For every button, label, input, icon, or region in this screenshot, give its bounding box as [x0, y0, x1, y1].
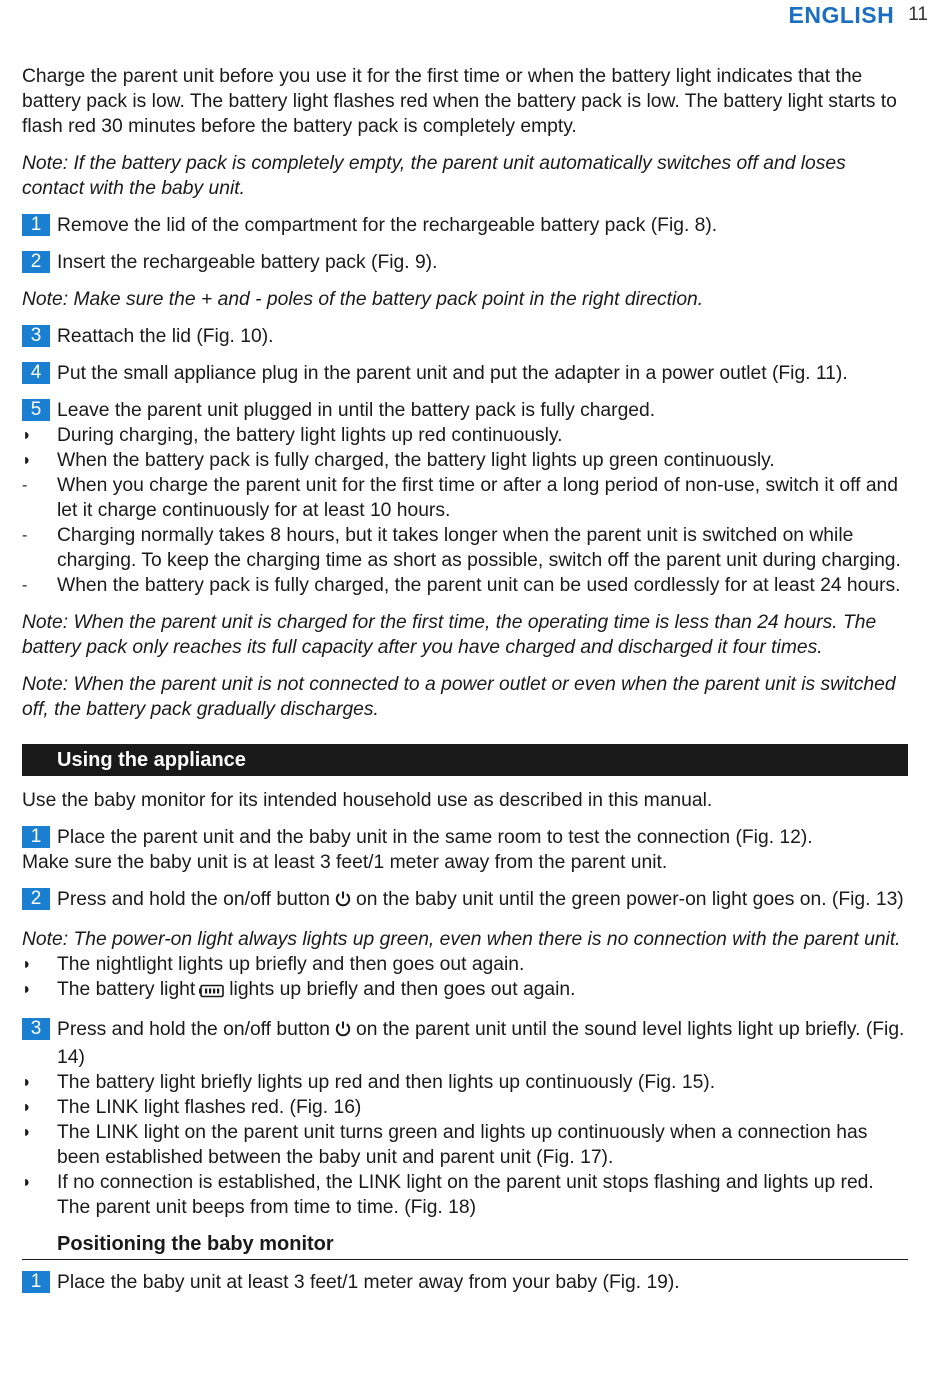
dash-marker-icon: - [22, 577, 28, 594]
step-number: 2 [22, 888, 50, 910]
step-number: 1 [22, 826, 50, 848]
list-item: ◗ The battery light briefly lights up red and then lights up continuously (Fig. 15). [22, 1072, 716, 1093]
step-number: 3 [22, 1018, 50, 1040]
note-power-on-light: Note: The power-on light always lights up green, even when there is no connection with the parent unit. [22, 929, 901, 950]
list-item: ◗ When the battery pack is fully charged, the battery light lights up green continuously. [22, 450, 775, 471]
using-intro: Use the baby monitor for its intended household use as described in this manual. [22, 790, 713, 811]
list-item: ◗ The battery light lights up briefly and then goes out again. [22, 977, 908, 1005]
section-heading-using: Using the appliance [22, 744, 908, 776]
bullet-marker-icon: ◗ [22, 1099, 32, 1116]
list-item: ◗ During charging, the battery light lights up red continuously. [22, 425, 563, 446]
language-label: ENGLISH [788, 1, 895, 28]
step-text: Place the parent unit and the baby unit in the same room to test the connection (Fig. 12). [57, 827, 813, 848]
list-item: - When the battery pack is fully charged, the parent unit can be used cordlessly for at least 24 hours. [22, 575, 901, 596]
page-header [789, 0, 928, 30]
step-text: Press and hold the on/off button on the baby unit until the green power-on light goes on. (Fig. 13) [57, 887, 908, 915]
note-poles: Note: Make sure the + and - poles of the battery pack point in the right direction. [22, 289, 704, 310]
bullet-marker-icon: ◗ [22, 981, 32, 998]
power-icon [334, 890, 352, 915]
list-item: ◗ The LINK light flashes red. (Fig. 16) [22, 1097, 362, 1118]
using-step-3 [22, 1017, 908, 1070]
charging-step-5 [22, 398, 908, 423]
bullet-marker-icon: ◗ [22, 452, 32, 469]
step-number: 3 [22, 325, 50, 347]
step-number: 2 [22, 251, 50, 273]
charging-intro: Charge the parent unit before you use it for the first time or when the battery light indicates that the battery pack is low. The battery light flashes red when the battery pack is low. The battery light starts to flash red 30 minutes before the battery pack is completely empty. [22, 66, 897, 137]
page-number: 11 [908, 4, 928, 25]
charging-step-1 [22, 213, 908, 238]
using-step-1-follow: Make sure the baby unit is at least 3 feet/1 meter away from the parent unit. [22, 852, 668, 873]
list-item: - Charging normally takes 8 hours, but it takes longer when the parent unit is switched on while charging. To keep the charging time as short as possible, switch off the parent unit during charging. [22, 525, 901, 571]
bullet-marker-icon: ◗ [22, 427, 32, 444]
note-discharge: Note: When the parent unit is not connected to a power outlet or even when the parent unit is switched off, the battery pack gradually discharges. [22, 674, 896, 720]
note-empty-battery: Note: If the battery pack is completely empty, the parent unit automatically switches off and loses contact with the baby unit. [22, 153, 846, 199]
charging-step-3 [22, 324, 908, 349]
step-number: 1 [22, 1271, 50, 1293]
list-item: ◗ The LINK light on the parent unit turns green and lights up continuously when a connection has been established between the baby unit and parent unit (Fig. 17). [22, 1122, 868, 1168]
subheading-positioning: Positioning the baby monitor [22, 1232, 908, 1260]
step-text: Remove the lid of the compartment for the rechargeable battery pack (Fig. 8). [57, 215, 718, 236]
charging-step-4 [22, 361, 908, 386]
step-text: Leave the parent unit plugged in until the battery pack is fully charged. [57, 400, 656, 421]
dash-marker-icon: - [22, 477, 28, 494]
charging-step-2 [22, 250, 908, 275]
step-number: 1 [22, 214, 50, 236]
step-text: Put the small appliance plug in the parent unit and put the adapter in a power outlet (Fig. 11). [57, 363, 848, 384]
dash-marker-icon: - [22, 527, 28, 544]
bullet-marker-icon: ◗ [22, 1124, 32, 1141]
bullet-marker-icon: ◗ [22, 956, 32, 973]
list-item: - When you charge the parent unit for the first time or after a long period of non-use, switch it off and let it charge continuously for at least 10 hours. [22, 475, 898, 521]
using-step-1 [22, 825, 908, 850]
positioning-step-1 [22, 1270, 908, 1295]
step-text: Place the baby unit at least 3 feet/1 meter away from your baby (Fig. 19). [57, 1272, 680, 1293]
note-first-charge: Note: When the parent unit is charged for the first time, the operating time is less than 24 hours. The battery pack only reaches its full capacity after you have charged and discharged it four times. [22, 612, 877, 658]
list-item: ◗ If no connection is established, the LINK light on the parent unit stops flashing and lights up red. The parent unit beeps from time to time. (Fig. 18) [22, 1172, 874, 1218]
bullet-marker-icon: ◗ [22, 1174, 32, 1191]
step-text: Reattach the lid (Fig. 10). [57, 326, 274, 347]
list-item: ◗ The nightlight lights up briefly and then goes out again. [22, 954, 525, 975]
step-number: 4 [22, 362, 50, 384]
battery-icon [199, 980, 225, 1005]
step-number: 5 [22, 399, 50, 421]
step-text: Insert the rechargeable battery pack (Fig. 9). [57, 252, 438, 273]
manual-content [22, 64, 908, 1307]
bullet-marker-icon: ◗ [22, 1074, 32, 1091]
using-step-2 [22, 887, 908, 915]
step-text: Press and hold the on/off button on the parent unit until the sound level lights light up briefly. (Fig. 14) [57, 1019, 905, 1068]
power-icon [334, 1020, 352, 1045]
